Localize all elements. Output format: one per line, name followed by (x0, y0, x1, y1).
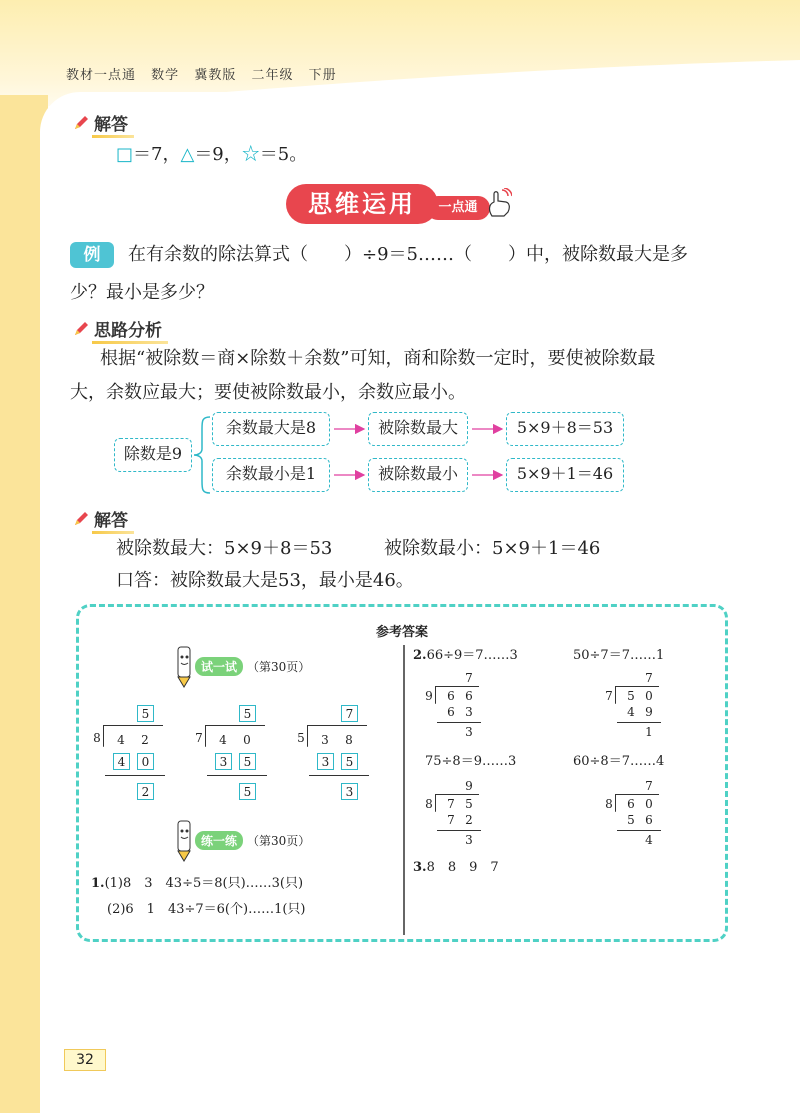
answer2-line-2: 口答：被除数最大是53，最小是46。 (116, 570, 414, 591)
page-number: 32 (64, 1049, 106, 1071)
flow-node: 被除数最小 (368, 458, 468, 492)
section-banner (286, 180, 526, 228)
product-digit: 7 (447, 813, 455, 827)
long-division (423, 671, 503, 749)
dividend-digit: 0 (645, 797, 653, 811)
product-digit: 2 (465, 813, 473, 827)
divisor: 7 (195, 731, 203, 745)
remainder-box: 5 (239, 783, 256, 800)
dividend-digit: 4 (219, 733, 227, 747)
pencil-icon (72, 320, 90, 338)
flow-arrows (330, 412, 506, 494)
division-bracket (435, 686, 436, 704)
subtraction-line (207, 775, 267, 776)
practice-answer-1: 1.(1)8 3 43÷5＝8(只)……3(只) (91, 876, 304, 891)
analysis-line-1: 根据“被除数＝商×除数＋余数”可知，商和除数一定时，要使被除数最 (100, 348, 656, 369)
long-division (603, 671, 683, 749)
flow-root: 除数是9 (114, 438, 192, 472)
dividend-digit: 6 (465, 689, 473, 703)
subtraction-line (105, 775, 165, 776)
boxed-long-division (295, 703, 395, 799)
subtraction-line (437, 722, 481, 723)
quotient-box: 7 (341, 705, 358, 722)
flow-node: 被除数最大 (368, 412, 468, 446)
analysis-line-2: 大，余数应最大；要使被除数最小，余数应最小。 (70, 382, 466, 403)
dividend-digit: 6 (447, 689, 455, 703)
answer2-line-1b: 被除数最小：5×9＋1＝46 (384, 538, 601, 559)
flow-node: 5×9＋8＝53 (506, 412, 624, 446)
division-bar (103, 725, 163, 726)
book-header (66, 64, 347, 83)
product-digit: 5 (627, 813, 635, 827)
practice-answer-2: (2)6 1 43÷7＝6(个)……1(只) (107, 902, 306, 917)
q3-answer: 3.8 8 9 7 (413, 860, 499, 875)
division-bracket (103, 725, 104, 747)
pointing-hand-icon (486, 188, 512, 218)
boxed-long-division (193, 703, 293, 799)
reference-title: 参考答案 (375, 625, 428, 640)
pencil-icon (72, 510, 90, 528)
banner-subtitle: 一点通 (426, 196, 490, 220)
division-bar (435, 686, 479, 687)
boxed-long-division (91, 703, 191, 799)
divisor: 8 (93, 731, 101, 745)
answer-tag: 解答 (72, 506, 128, 531)
header-item: 下册 (308, 68, 337, 83)
division-bar (615, 794, 659, 795)
dividend-digit: 3 (321, 733, 329, 747)
division-bar (435, 794, 479, 795)
product-digit: 6 (447, 705, 455, 719)
remainder: 3 (465, 833, 473, 847)
dividend-digit: 0 (645, 689, 653, 703)
quotient: 7 (645, 779, 653, 793)
division-bracket (435, 794, 436, 812)
remainder-box: 3 (341, 783, 358, 800)
division-bar (615, 686, 659, 687)
triangle-symbol: △ (180, 144, 195, 165)
product-box: 3 (215, 753, 232, 770)
tag-underline (92, 135, 134, 138)
q2-eq-0: 2.66÷9＝7……3 (413, 648, 518, 663)
dividend-digit: 8 (345, 733, 353, 747)
flow-node: 余数最大是8 (212, 412, 330, 446)
dividend-digit: 7 (447, 797, 455, 811)
divisor: 7 (605, 689, 613, 703)
remainder: 1 (645, 725, 653, 739)
flow-node: 5×9＋1＝46 (506, 458, 624, 492)
product-box: 4 (113, 753, 130, 770)
banner-title: 思维运用 (286, 184, 438, 224)
header-item: 二年级 (251, 68, 294, 83)
division-bracket (615, 794, 616, 812)
subtraction-line (437, 830, 481, 831)
division-bracket (307, 725, 308, 747)
answer2-line-1a: 被除数最大：5×9＋8＝53 (116, 538, 333, 559)
subtraction-line (617, 722, 661, 723)
reference-answer-box (76, 604, 728, 942)
division-bar (205, 725, 265, 726)
dividend-digit: 5 (627, 689, 635, 703)
try-tag: 试一试 （第30页） (169, 643, 310, 689)
remainder: 3 (465, 725, 473, 739)
divisor: 8 (425, 797, 433, 811)
product-digit: 6 (645, 813, 653, 827)
remainder: 4 (645, 833, 653, 847)
example-line-1: 在有余数的除法算式（ ）÷9＝5……（ ）中，被除数最大是多 (128, 244, 688, 265)
practice-tag: 练一练 （第30页） (169, 817, 310, 863)
header-item: 冀教版 (194, 68, 237, 83)
star-symbol: ☆ (241, 144, 260, 165)
product-digit: 9 (645, 705, 653, 719)
column-divider (403, 645, 405, 935)
quotient: 9 (465, 779, 473, 793)
product-digit: 4 (627, 705, 635, 719)
product-box: 5 (239, 753, 256, 770)
long-division (423, 779, 503, 857)
remainder-box: 2 (137, 783, 154, 800)
divisor: 9 (425, 689, 433, 703)
dividend-digit: 0 (243, 733, 251, 747)
product-box: 3 (317, 753, 334, 770)
quotient-box: 5 (137, 705, 154, 722)
dividend-digit: 2 (141, 733, 149, 747)
example-line-2: 少？最小是多少？ (70, 282, 214, 303)
tag-underline (92, 531, 134, 534)
q2-eq-3: 60÷8＝7……4 (573, 754, 665, 769)
product-digit: 3 (465, 705, 473, 719)
answer-tag: 解答 (72, 110, 128, 135)
quotient: 7 (465, 671, 473, 685)
example-badge: 例 (70, 242, 114, 268)
answer1-line: □＝7，△＝9，☆＝5。 (116, 144, 308, 165)
square-symbol: □ (116, 144, 134, 165)
pencil-icon (72, 114, 90, 132)
divisor: 5 (297, 731, 305, 745)
analysis-tag: 思路分析 (72, 316, 162, 341)
subtraction-line (617, 830, 661, 831)
product-box: 5 (341, 753, 358, 770)
divisor: 8 (605, 797, 613, 811)
header-item: 教材一点通 (66, 68, 137, 83)
product-box: 0 (137, 753, 154, 770)
long-division (603, 779, 683, 857)
subtraction-line (309, 775, 369, 776)
division-bracket (205, 725, 206, 747)
dividend-digit: 5 (465, 797, 473, 811)
q2-eq-2: 75÷8＝9……3 (425, 754, 517, 769)
flow-brace (192, 415, 212, 495)
flow-node: 余数最小是1 (212, 458, 330, 492)
quotient-box: 5 (239, 705, 256, 722)
dividend-digit: 4 (117, 733, 125, 747)
quotient: 7 (645, 671, 653, 685)
q2-eq-1: 50÷7＝7……1 (573, 648, 665, 663)
tag-underline (92, 341, 168, 344)
division-bracket (615, 686, 616, 704)
header-item: 数学 (151, 68, 180, 83)
division-bar (307, 725, 367, 726)
dividend-digit: 6 (627, 797, 635, 811)
